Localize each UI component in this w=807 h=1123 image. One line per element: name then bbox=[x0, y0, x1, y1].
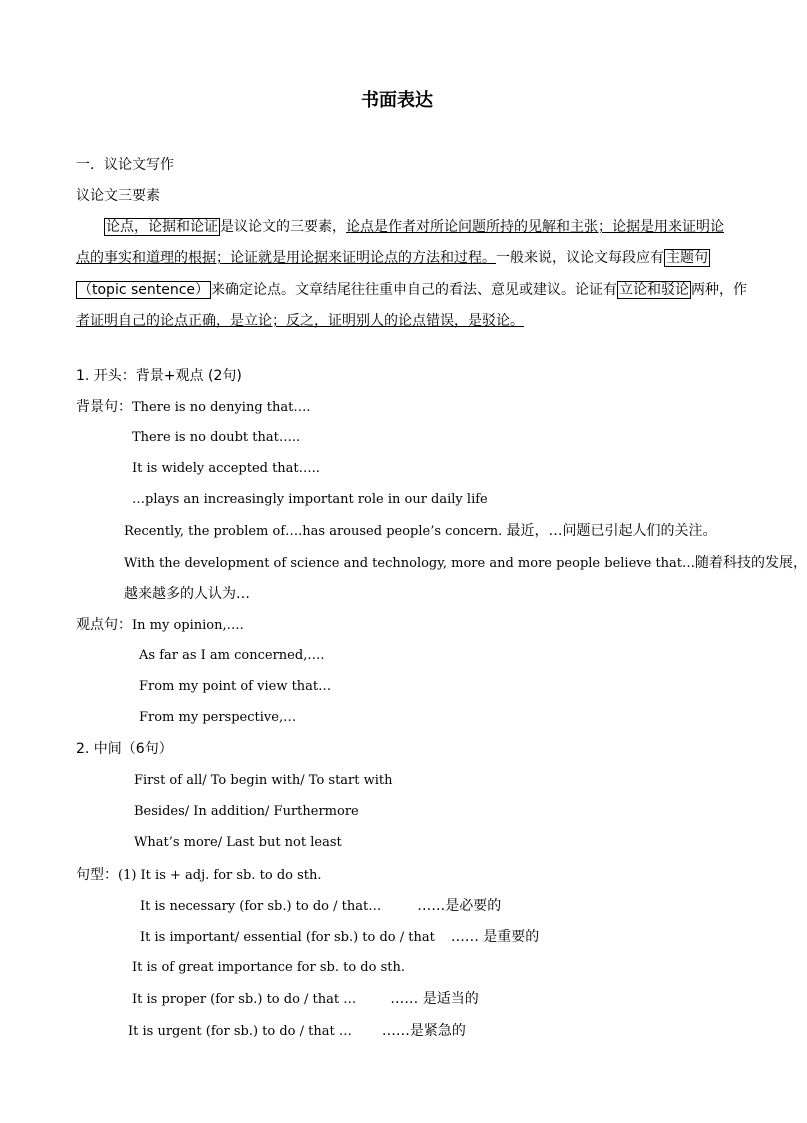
example-cn: …… 是适当的 bbox=[390, 991, 479, 1007]
example-row bbox=[132, 959, 405, 977]
boxed-term-elements: 论点，论据和论证 bbox=[106, 219, 218, 235]
pattern-row bbox=[76, 866, 322, 885]
example-en: It is important/ essential (for sb.) to do / that bbox=[140, 930, 435, 945]
intro-line-2 bbox=[76, 249, 710, 267]
example-row bbox=[140, 928, 539, 947]
background-phrase: It is widely accepted that….. bbox=[132, 461, 320, 476]
background-row-1 bbox=[76, 398, 311, 417]
intro-text: 两种，作 bbox=[691, 282, 748, 298]
underlined-definition: 点的事实和道理的根据；论证就是用论据来证明论点的方法和过程。 bbox=[76, 250, 496, 266]
example-row bbox=[128, 1022, 466, 1041]
example-en: It is proper (for sb.) to do / that … bbox=[132, 992, 357, 1007]
background-phrase: …plays an increasingly important role in our daily life bbox=[132, 492, 488, 507]
development-row bbox=[124, 554, 807, 573]
development-cn: 随着科技的发展， bbox=[695, 555, 807, 571]
example-cn: …… 是重要的 bbox=[450, 929, 540, 945]
viewpoint-phrase: From my point of view that… bbox=[139, 679, 332, 694]
development-en: With the development of science and technology, more and more people believe that… bbox=[124, 556, 696, 571]
transition-phrase: Besides/ In addition/ Furthermore bbox=[134, 804, 359, 819]
page-title: 书面表达 bbox=[361, 90, 433, 111]
background-phrase: There is no denying that…. bbox=[132, 400, 311, 415]
background-phrase: There is no doubt that….. bbox=[132, 430, 301, 445]
example-en: It is of great importance for sb. to do sth. bbox=[132, 960, 405, 975]
part2-heading: 2. 中间（6句） bbox=[76, 741, 173, 757]
viewpoint-row-1 bbox=[76, 616, 244, 635]
boxed-term-topic-sentence: （topic sentence） bbox=[78, 282, 210, 298]
pattern-label: 句型： bbox=[76, 867, 118, 883]
recently-en: Recently, the problem of….has aroused people’s concern. bbox=[124, 524, 503, 539]
background-label: 背景句： bbox=[76, 399, 132, 415]
pattern-text: (1) It is + adj. for sb. to do sth. bbox=[118, 868, 322, 883]
recently-row bbox=[124, 522, 716, 541]
viewpoint-phrase: In my opinion,…. bbox=[132, 618, 244, 633]
example-cn: ……是紧急的 bbox=[381, 1023, 466, 1039]
intro-text: 一般来说，议论文每段应有 bbox=[496, 250, 664, 266]
viewpoint-phrase: As far as I am concerned,…. bbox=[139, 648, 325, 663]
example-cn: ……是必要的 bbox=[417, 898, 502, 914]
viewpoint-phrase: From my perspective,… bbox=[139, 710, 297, 725]
example-en: It is urgent (for sb.) to do / that … bbox=[128, 1024, 352, 1039]
intro-line-1 bbox=[104, 218, 724, 236]
intro-text: 来确定论点。文章结尾往往重申自己的看法、意见或建议。论证有 bbox=[211, 282, 618, 298]
section-subtitle: 议论文三要素 bbox=[76, 188, 160, 204]
example-row bbox=[140, 897, 501, 916]
recently-cn: 最近，…问题已引起人们的关注。 bbox=[506, 523, 717, 539]
transition-phrase: What’s more/ Last but not least bbox=[134, 835, 342, 850]
underlined-definition: 论点是作者对所论问题所持的见解和主张；论据是用来证明论 bbox=[346, 219, 724, 235]
example-en: It is necessary (for sb.) to do / that… bbox=[140, 899, 382, 914]
boxed-term-topic: 主题句 bbox=[666, 250, 708, 266]
part1-heading: 1. 开头：背景+观点 (2句) bbox=[76, 368, 242, 384]
intro-text: 是议论文的三要素， bbox=[220, 219, 346, 235]
intro-line-4: 者证明自己的论点正确，是立论；反之，证明别人的论点错误，是驳论。 bbox=[76, 313, 524, 329]
transition-phrase: First of all/ To begin with/ To start with bbox=[134, 773, 393, 788]
boxed-term-argument-types: 立论和驳论 bbox=[619, 282, 690, 298]
development-cn-continued: 越来越多的人认为… bbox=[124, 586, 250, 602]
intro-line-3 bbox=[76, 281, 747, 299]
example-row bbox=[132, 990, 479, 1009]
section-heading: 一．议论文写作 bbox=[76, 157, 174, 173]
viewpoint-label: 观点句： bbox=[76, 617, 132, 633]
